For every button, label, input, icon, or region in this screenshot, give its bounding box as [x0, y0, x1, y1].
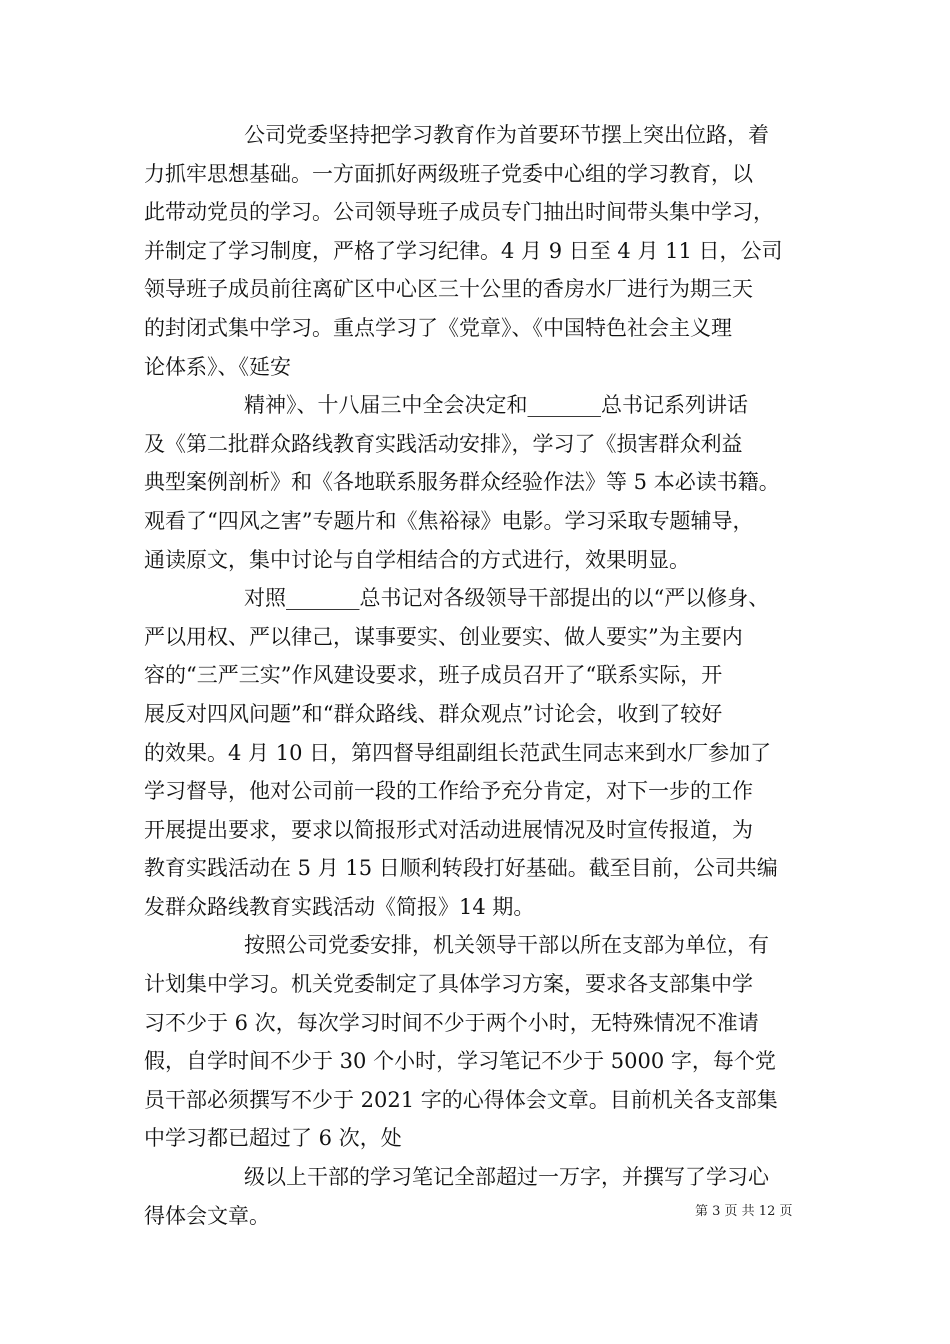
paragraph-line: 及《第二批群众路线教育实践活动安排》，学习了《损害群众利益: [144, 431, 743, 456]
paragraph-line: 论体系》、《延安: [144, 354, 291, 379]
paragraph-line: 习不少于 6 次，每次学习时间不少于两个小时，无特殊情况不准请: [144, 1010, 759, 1035]
paragraph-line: 的效果。4 月 10 日，第四督导组副组长范武生同志来到水厂参加了: [144, 740, 772, 765]
paragraph-line: 发群众路线教育实践活动《简报》14 期。: [144, 894, 535, 919]
paragraph-line: 力抓牢思想基础。一方面抓好两级班子党委中心组的学习教育，以: [144, 161, 753, 186]
paragraph-line: 学习督导，他对公司前一段的工作给予充分肯定，对下一步的工作: [144, 779, 753, 804]
paragraph-line: 员干部必须撰写不少于 2021 字的心得体会文章。目前机关各支部集: [144, 1087, 778, 1112]
paragraph-line: 按照公司党委安排，机关领导干部以所在支部为单位，有: [244, 933, 769, 958]
paragraph-line: 观看了“四风之害”专题片和《焦裕禄》电影。学习采取专题辅导，: [144, 508, 754, 533]
paragraph-line: 展反对四风问题”和“群众路线、群众观点”讨论会，收到了较好: [144, 701, 723, 726]
paragraph-line: 对照_______总书记对各级领导干部提出的以“严以修身、: [244, 586, 770, 611]
paragraph-line: 严以用权、严以律己，谋事要实、创业要实、做人要实”为主要内: [144, 624, 743, 649]
paragraph-line: 的封闭式集中学习。重点学习了《党章》、《中国特色社会主义理: [144, 315, 732, 340]
paragraph-line: 中学习都已超过了 6 次，处: [144, 1126, 402, 1151]
paragraph-line: 计划集中学习。机关党委制定了具体学习方案，要求各支部集中学: [144, 972, 753, 997]
paragraph-line: 精神》、十八届三中全会决定和_______总书记系列讲话: [244, 393, 748, 418]
paragraph-line: 并制定了学习制度，严格了学习纪律。4 月 9 日至 4 月 11 日，公司: [144, 238, 783, 263]
paragraph-line: 公司党委坚持把学习教育作为首要环节摆上突出位路，着: [244, 123, 769, 147]
paragraph-line: 典型案例剖析》和《各地联系服务群众经验作法》等 5 本必读书籍。: [144, 470, 780, 495]
paragraph-line: 假，自学时间不少于 30 个小时，学习笔记不少于 5000 字，每个党: [144, 1049, 776, 1074]
paragraph-line: 容的“三严三实”作风建设要求，班子成员召开了“联系实际，开: [144, 663, 723, 688]
paragraph-line: 级以上干部的学习笔记全部超过一万字，并撰写了学习心: [244, 1165, 769, 1190]
page-number: 第 3 页 共 12 页: [695, 1204, 793, 1219]
paragraph-line: 此带动党员的学习。公司领导班子成员专门抽出时间带头集中学习，: [144, 200, 774, 225]
paragraph-line: 通读原文，集中讨论与自学相结合的方式进行，效果明显。: [144, 547, 690, 572]
paragraph-line: 得体会文章。: [144, 1203, 270, 1228]
paragraph-line: 领导班子成员前往离矿区中心区三十公里的香房水厂进行为期三天: [144, 277, 753, 302]
document-body: [144, 116, 812, 1235]
paragraph-line: 开展提出要求，要求以简报形式对活动进展情况及时宣传报道，为: [144, 817, 753, 842]
paragraph-line: 教育实践活动在 5 月 15 日顺利转段打好基础。截至目前，公司共编: [144, 856, 778, 881]
